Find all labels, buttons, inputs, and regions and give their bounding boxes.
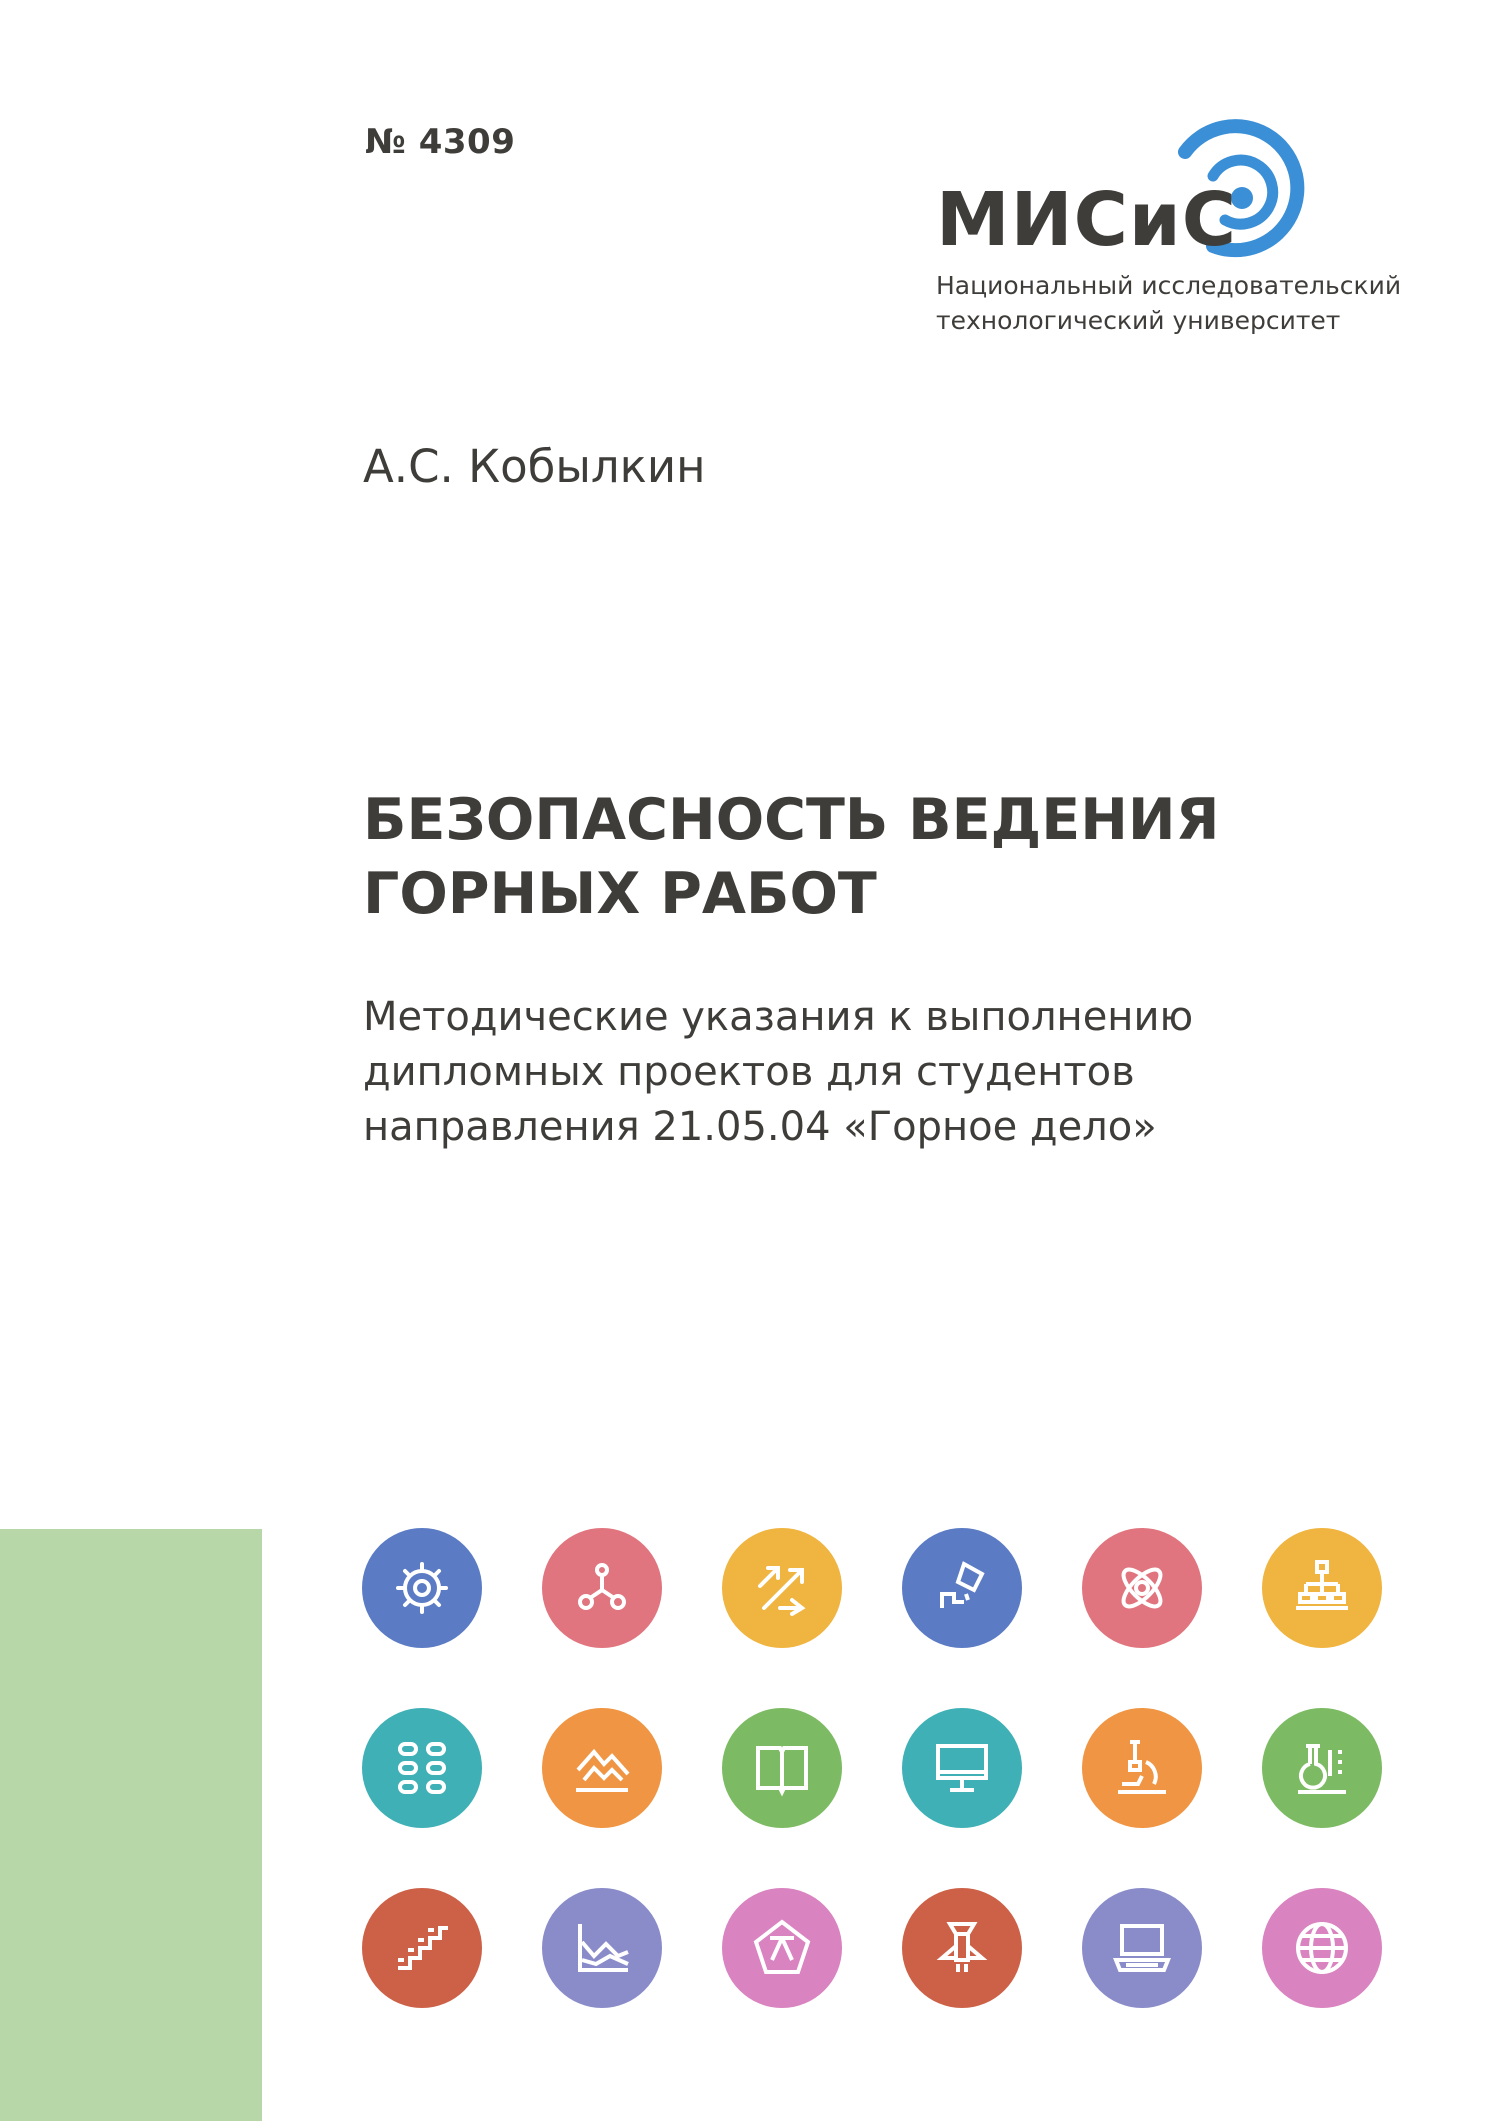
hierarchy-icon [1262, 1528, 1382, 1648]
pentagon-icon [722, 1888, 842, 2008]
green-side-bar [0, 1529, 262, 2121]
book-icon [722, 1708, 842, 1828]
book-subtitle [363, 990, 1263, 1155]
logo-subtitle-line: Национальный исследовательский [936, 271, 1402, 300]
subtitle-line: дипломных проектов для студентов [363, 1049, 1135, 1095]
subtitle-line: Методические указания к выполнению [363, 994, 1194, 1040]
logo-subtitle [936, 268, 1416, 338]
flask-icon [1262, 1708, 1382, 1828]
globe-icon [1262, 1888, 1382, 2008]
title-line: БЕЗОПАСНОСТЬ ВЕДЕНИЯ [363, 787, 1220, 853]
ladle-icon [902, 1528, 1022, 1648]
author: А.С. Кобылкин [363, 440, 706, 493]
subtitle-line: направления 21.05.04 «Горное дело» [363, 1104, 1157, 1150]
microscope-icon [1082, 1708, 1202, 1828]
stairs-icon [362, 1888, 482, 2008]
monitor-icon [902, 1708, 1022, 1828]
rocket-icon [902, 1888, 1022, 2008]
chart-icon [542, 1888, 662, 2008]
atom-icon [1082, 1528, 1202, 1648]
grid-icon [362, 1708, 482, 1828]
laptop-icon [1082, 1888, 1202, 2008]
logo-name: МИСиС [936, 177, 1238, 263]
gear-icon [362, 1528, 482, 1648]
logo-subtitle-line: технологический университет [936, 306, 1341, 335]
publication-number: № 4309 [365, 122, 516, 162]
arrows-icon [722, 1528, 842, 1648]
misis-logo [930, 115, 1410, 345]
mountain-icon [542, 1708, 662, 1828]
molecule-icon [542, 1528, 662, 1648]
book-title [363, 783, 1313, 931]
title-line: ГОРНЫХ РАБОТ [363, 861, 877, 927]
